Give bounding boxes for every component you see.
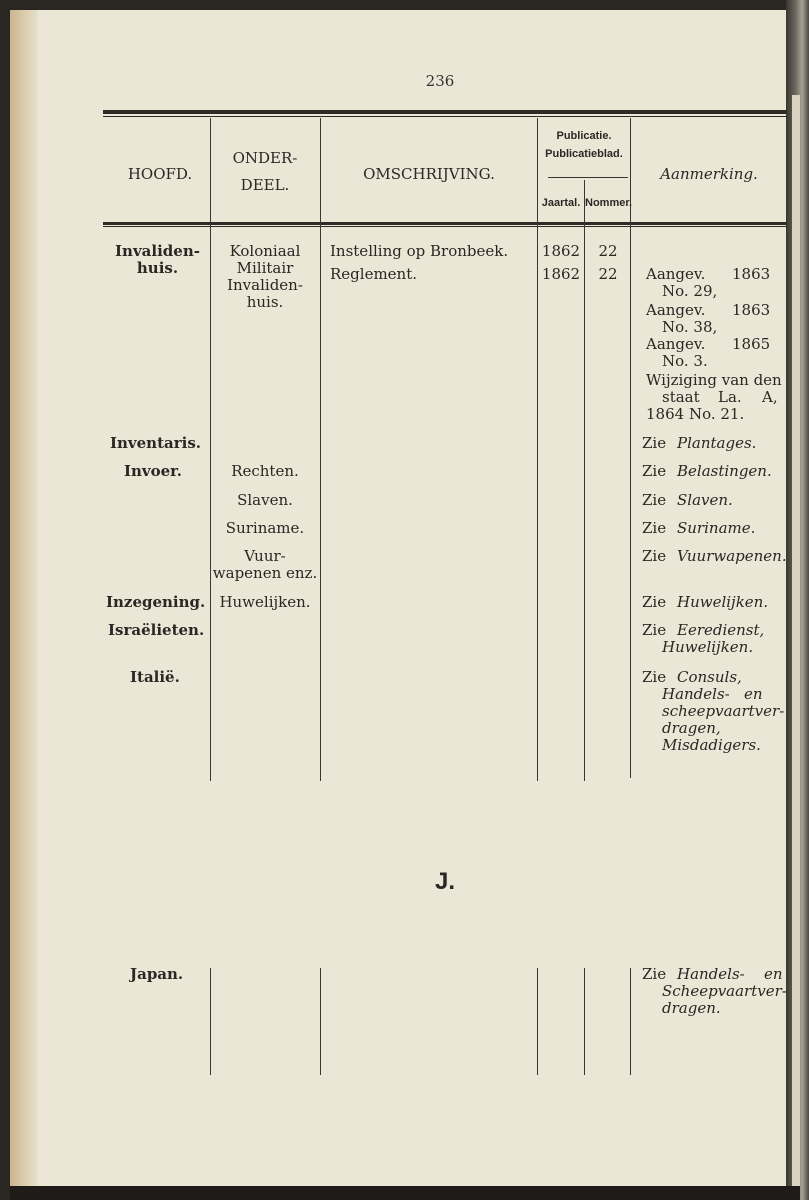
column-divider <box>210 968 211 1075</box>
entry-jaartal: 1862 <box>541 242 581 260</box>
column-divider <box>537 118 538 781</box>
entry-aanmerking: 1865 <box>732 335 771 353</box>
entry-aanmerking: Wijziging van den <box>646 371 782 389</box>
column-divider <box>320 118 321 781</box>
top-rule-thin <box>103 116 787 117</box>
cross-reference: Misdadigers. <box>662 736 761 754</box>
page-edge-bottom <box>10 1186 800 1200</box>
entry-hoofd: Invoer. <box>124 462 182 480</box>
entry-aanmerking: Aangev. <box>646 265 706 283</box>
cross-reference: en <box>764 965 783 983</box>
column-divider <box>210 118 211 781</box>
column-divider <box>630 118 631 778</box>
entry-nommer: 22 <box>598 242 618 260</box>
cross-reference: Scheepvaartver- <box>662 982 787 1000</box>
page-edge-right <box>786 0 809 1200</box>
entry-hoofd: Invaliden- <box>115 242 200 260</box>
entry-omschrijving: Instelling op Bronbeek. <box>330 242 509 260</box>
entry-aanmerking: 1864 No. 21. <box>646 405 745 423</box>
cross-reference: dragen, <box>662 719 721 737</box>
cross-reference: scheepvaartver- <box>662 702 785 720</box>
cross-reference: Suriname. <box>677 519 756 537</box>
header-aanmerking: Aanmerking. <box>660 165 758 183</box>
section-letter: J. <box>434 868 455 895</box>
zie-label: Zie <box>642 519 667 537</box>
page-edge-left <box>10 10 38 1192</box>
zie-label: Zie <box>642 462 667 480</box>
entry-onderdeel: Suriname. <box>225 519 305 537</box>
entry-onderdeel: Vuur- <box>244 547 286 565</box>
page-number: 236 <box>425 72 455 90</box>
entry-onderdeel: Militair <box>236 259 294 277</box>
entry-hoofd: huis. <box>136 259 179 277</box>
zie-label: Zie <box>642 547 667 565</box>
entry-omschrijving: Reglement. <box>330 265 418 283</box>
header-publicatieblad: Publicatieblad. <box>545 148 623 160</box>
cross-reference: Slaven. <box>677 491 733 509</box>
entry-aanmerking: No. 29, <box>662 282 718 300</box>
entry-nommer: 22 <box>598 265 618 283</box>
header-rule-thin <box>103 226 787 227</box>
cross-reference: Huwelijken. <box>677 593 769 611</box>
publicatie-underline <box>548 177 628 178</box>
column-divider <box>320 968 321 1075</box>
header-publicatie: Publicatie. <box>556 130 612 142</box>
entry-onderdeel: Invaliden- <box>227 276 303 294</box>
zie-label: Zie <box>642 434 667 452</box>
entry-hoofd: Inzegening. <box>106 593 206 611</box>
entry-hoofd: Israëlieten. <box>108 621 205 639</box>
header-hoofd: HOOFD. <box>127 165 193 183</box>
entry-hoofd: Japan. <box>130 965 184 983</box>
entry-onderdeel: Koloniaal <box>229 242 301 260</box>
entry-aanmerking: staat <box>662 388 700 406</box>
cross-reference: dragen. <box>662 999 721 1017</box>
entry-aanmerking: No. 3. <box>662 352 708 370</box>
entry-onderdeel: Rechten. <box>231 462 299 480</box>
cross-reference: Eeredienst, <box>677 621 765 639</box>
cross-reference: Huwelijken. <box>662 638 754 656</box>
zie-label: Zie <box>642 491 667 509</box>
entry-jaartal: 1862 <box>541 265 581 283</box>
header-rule <box>103 222 787 225</box>
entry-onderdeel: wapenen enz. <box>212 564 318 582</box>
entry-onderdeel: huis. <box>246 293 284 311</box>
cross-reference: Plantages. <box>677 434 757 452</box>
entry-aanmerking: A, <box>762 388 778 406</box>
column-divider <box>537 968 538 1075</box>
cross-reference: Handels- en <box>662 685 763 703</box>
entry-aanmerking: Aangev. <box>646 301 706 319</box>
entry-onderdeel: Slaven. <box>237 491 293 509</box>
header-nommer: Nommer. <box>585 197 633 209</box>
zie-label: Zie <box>642 668 667 686</box>
header-onderdeel-1: ONDER- <box>232 149 298 167</box>
entry-onderdeel: Huwelijken. <box>219 593 311 611</box>
cross-reference: Vuurwapenen. <box>677 547 787 565</box>
entry-aanmerking: Aangev. <box>646 335 706 353</box>
cross-reference: Belastingen. <box>677 462 772 480</box>
header-jaartal: Jaartal. <box>541 197 581 209</box>
cross-reference: Consuls, <box>677 668 742 686</box>
entry-aanmerking: 1863 <box>732 301 771 319</box>
zie-label: Zie <box>642 621 667 639</box>
top-rule <box>103 110 787 114</box>
zie-label: Zie <box>642 593 667 611</box>
entry-aanmerking: No. 38, <box>662 318 718 336</box>
column-divider <box>630 968 631 1075</box>
entry-aanmerking: La. <box>718 388 742 406</box>
entry-aanmerking: 1863 <box>732 265 771 283</box>
entry-hoofd: Italië. <box>130 668 180 686</box>
header-onderdeel-2: DEEL. <box>240 176 290 194</box>
column-divider <box>584 968 585 1075</box>
entry-hoofd: Inventaris. <box>110 434 202 452</box>
zie-label: Zie <box>642 965 667 983</box>
header-omschrijving: OMSCHRIJVING. <box>363 165 495 183</box>
cross-reference: Handels- <box>677 965 745 983</box>
